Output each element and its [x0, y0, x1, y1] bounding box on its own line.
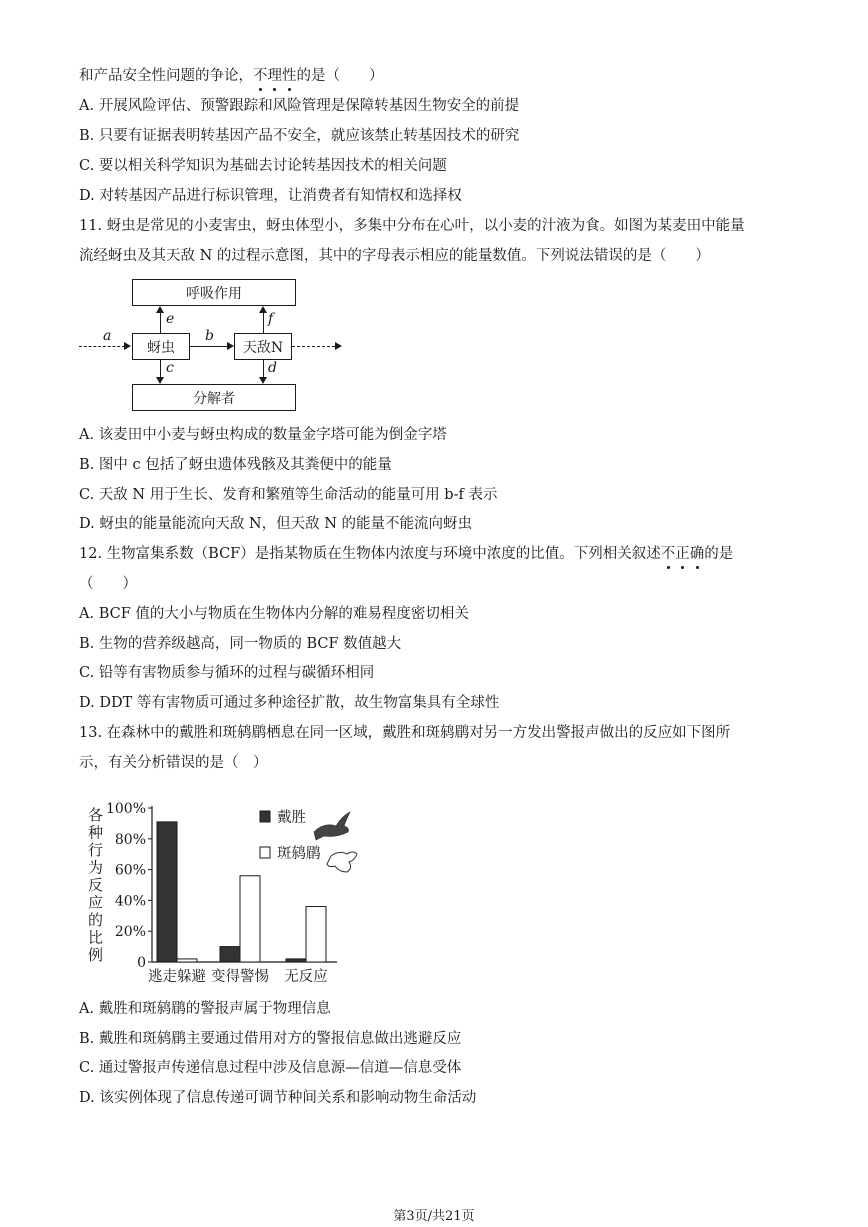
y-axis-label-char: 比	[88, 928, 104, 947]
emphasis-char: 不	[660, 546, 676, 562]
option-b: B. 只要有证据表明转基因产品不安全，就应该禁止转基因技术的研究	[79, 128, 520, 144]
emphasis-char: 不	[253, 68, 268, 84]
y-axis-label-char: 为	[88, 858, 104, 877]
y-axis-label-char: 反	[88, 876, 104, 894]
y-tick-label: 20%	[114, 924, 146, 941]
q13-option-c: C. 通过警报声传递信息过程中涉及信息源—信道—信息受体	[79, 1060, 462, 1076]
question-11-line2: 流经蚜虫及其天敌 N 的过程示意图，其中的字母表示相应的能量数值。下列说法错误的是（ ）	[79, 248, 710, 264]
arrow-head	[227, 342, 234, 350]
aphid-box: 蚜虫	[132, 333, 190, 360]
question-13-line1: 13. 在森林中的戴胜和斑鸫鹛栖息在同一区域，戴胜和斑鸫鹛对另一方发出警报声做出的反应如下图所	[79, 725, 731, 741]
label-c: c	[166, 360, 174, 376]
question-11-line1: 11. 蚜虫是常见的小麦害虫，蚜虫体型小，多集中分布在心叶，以小麦的汁液为食。如图为某麦田中能量	[79, 218, 745, 234]
label-f: f	[268, 311, 274, 327]
label-d: d	[268, 360, 277, 376]
text-line	[79, 66, 384, 86]
decomposer-box: 分解者	[132, 384, 296, 411]
bar-daisheng	[220, 947, 240, 962]
bar-bandongmei	[240, 876, 260, 962]
bar-bandongmei	[306, 907, 326, 962]
bar-bandongmei	[177, 959, 197, 962]
question-12-line2: （ ）	[79, 576, 137, 592]
question-13-line2: 示，有关分析错误的是（ ）	[79, 755, 268, 771]
emphasis-char: 理	[267, 68, 282, 84]
y-axis-label-char: 行	[88, 841, 104, 859]
q11-option-b: B. 图中 c 包括了蚜虫遗体残骸及其粪便中的能量	[79, 457, 392, 473]
q12-option-c: C. 铅等有害物质参与循环的过程与碳循环相同	[79, 665, 375, 681]
y-axis-label-char: 的	[88, 911, 104, 929]
y-tick-label: 60%	[114, 862, 146, 879]
legend-swatch	[260, 847, 270, 858]
y-axis-label-char: 种	[88, 823, 104, 842]
label-b: b	[205, 328, 214, 344]
arrow-head	[335, 342, 342, 350]
q13-option-b: B. 戴胜和斑鸫鹛主要通过借用对方的警报信息做出逃避反应	[79, 1031, 462, 1047]
enemy-n-box: 天敌N	[234, 333, 292, 360]
legend-label: 斑鸫鹛	[277, 846, 321, 862]
arrow-head	[124, 342, 131, 350]
y-tick-label: 100%	[105, 801, 146, 817]
babbler-bird-icon	[327, 852, 357, 872]
text-span: 12. 生物富集系数（BCF）是指某物质在生物体内浓度与环境中浓度的比值。下列相关叙述	[79, 546, 661, 562]
text-span: 和产品安全性问题的争论，	[79, 68, 253, 84]
emphasis-char: 确	[689, 546, 705, 562]
arrow-head	[259, 377, 267, 384]
arrow-out	[292, 346, 335, 347]
x-tick-label: 逃走躲避	[148, 969, 206, 985]
emphasis-text	[661, 546, 705, 562]
behavior-response-chart	[79, 790, 379, 990]
q11-option-c: C. 天敌 N 用于生长、发育和繁殖等生命活动的能量可用 b-f 表示	[79, 487, 498, 503]
option-a: A. 开展风险评估、预警跟踪和风险管理是保障转基因生物安全的前提	[79, 98, 520, 114]
respiration-box: 呼吸作用	[132, 279, 296, 306]
legend-swatch	[260, 811, 270, 822]
y-tick-label: 0	[137, 955, 146, 971]
q12-option-d: D. DDT 等有害物质可通过多种途径扩散，故生物富集具有全球性	[79, 695, 500, 711]
q12-option-a: A. BCF 值的大小与物质在生物体内分解的难易程度密切相关	[79, 606, 469, 622]
x-tick-label: 无反应	[284, 969, 328, 985]
arrow-head	[156, 377, 164, 384]
arrow-head	[156, 306, 164, 313]
arrow-d	[263, 360, 264, 377]
y-tick-label: 80%	[114, 831, 146, 848]
question-12-line1	[79, 544, 733, 564]
arrow-c	[160, 360, 161, 377]
q13-option-a: A. 戴胜和斑鸫鹛的警报声属于物理信息	[79, 1001, 331, 1017]
y-axis-label-char: 各	[88, 806, 104, 824]
emphasis-char: 性	[282, 68, 297, 84]
q13-option-d: D. 该实例体现了信息传递可调节种间关系和影响动物生命活动	[79, 1090, 477, 1106]
bar-daisheng	[286, 959, 306, 962]
q12-option-b: B. 生物的营养级越高，同一物质的 BCF 数值越大	[79, 636, 402, 652]
hoopoe-bird-icon	[314, 812, 350, 840]
q11-option-d: D. 蚜虫的能量能流向天敌 N，但天敌 N 的能量不能流向蚜虫	[79, 516, 473, 532]
arrow-b	[190, 346, 227, 347]
y-tick-label: 40%	[114, 893, 146, 910]
arrow-head	[259, 306, 267, 313]
page-footer: 第3页/共21页	[393, 1209, 475, 1224]
arrow-a	[79, 346, 125, 347]
arrow-f	[263, 313, 264, 333]
emphasis-char: 正	[675, 546, 690, 562]
legend-label: 戴胜	[277, 810, 306, 826]
y-axis-label-char: 例	[88, 946, 104, 964]
label-a: a	[103, 328, 112, 344]
bar-daisheng	[157, 822, 177, 962]
label-e: e	[166, 311, 175, 327]
q11-option-a: A. 该麦田中小麦与蚜虫构成的数量金字塔可能为倒金字塔	[79, 427, 447, 443]
y-axis-label-char: 应	[88, 893, 104, 912]
option-d: D. 对转基因产品进行标识管理，让消费者有知情权和选择权	[79, 188, 462, 204]
arrow-e	[160, 313, 161, 333]
option-c: C. 要以相关科学知识为基础去讨论转基因技术的相关问题	[79, 158, 447, 174]
text-span: 的是	[704, 546, 734, 562]
x-tick-label: 变得警惕	[211, 969, 269, 985]
text-span: 的是（ ）	[296, 68, 384, 84]
emphasis-text	[253, 68, 297, 84]
